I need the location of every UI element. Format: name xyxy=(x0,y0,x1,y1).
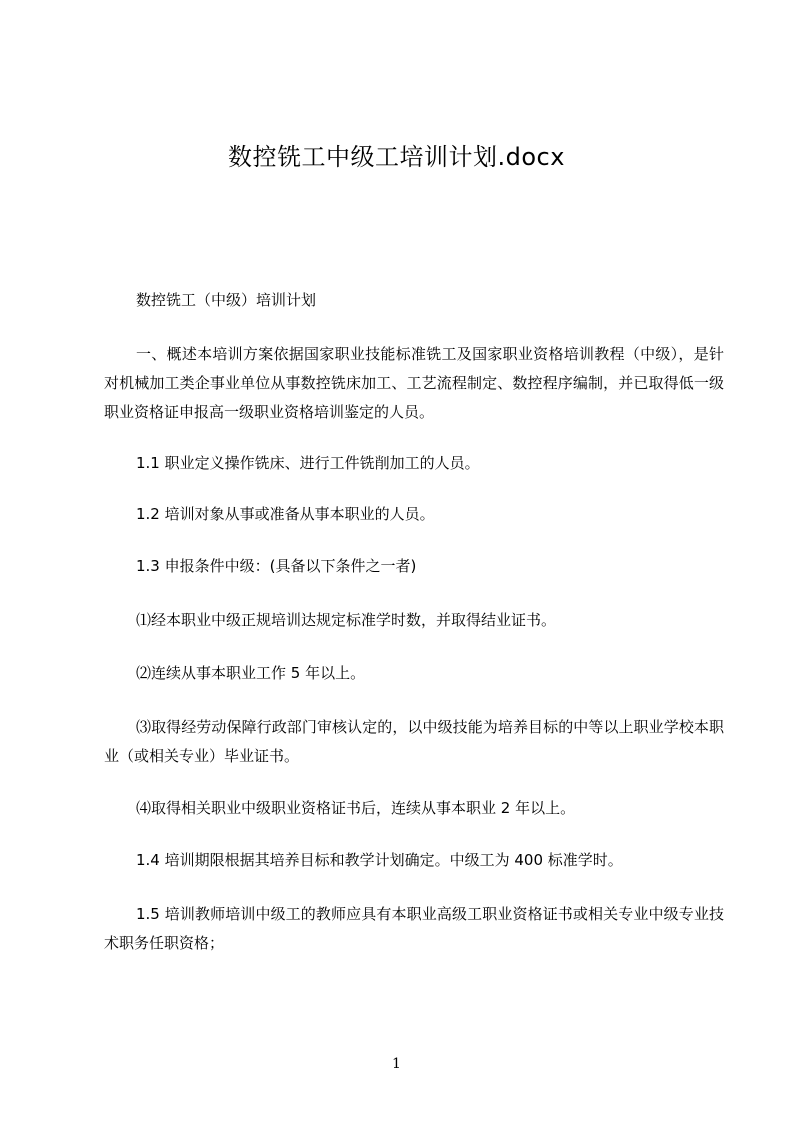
paragraph-condition-4: ⑷取得相关职业中级职业资格证书后，连续从事本职业 2 年以上。 xyxy=(136,799,576,817)
paragraph-overview: 一、概述本培训方案依据国家职业技能标准铣工及国家职业资格培训教程（中级），是针对机械加工类企事业单位从事数控铣床加工、工艺流程制定、数控程序编制，并已取得低一级职业资格证申报高一级职业资格培训鉴定的人员。 xyxy=(104,345,724,421)
paragraph-1-3: 1.3 申报条件中级：(具备以下条件之一者) xyxy=(136,557,417,575)
page-number: 1 xyxy=(392,1056,401,1072)
paragraph-condition-1: ⑴经本职业中级正规培训达规定标准学时数，并取得结业证书。 xyxy=(136,611,557,629)
paragraph-condition-2: ⑵连续从事本职业工作 5 年以上。 xyxy=(136,664,366,682)
paragraph-condition-3: ⑶取得经劳动保障行政部门审核认定的，以中级技能为培养目标的中等以上职业学校本职业（或相关专业）毕业证书。 xyxy=(104,718,724,765)
paragraph-1-2: 1.2 培训对象从事或准备从事本职业的人员。 xyxy=(136,505,435,523)
section-heading: 数控铣工（中级）培训计划 xyxy=(136,291,317,309)
paragraph-1-1: 1.1 职业定义操作铣床、进行工件铣削加工的人员。 xyxy=(136,454,480,472)
paragraph-1-4: 1.4 培训期限根据其培养目标和教学计划确定。中级工为 400 标准学时。 xyxy=(136,851,623,869)
paragraph-1-5: 1.5 培训教师培训中级工的教师应具有本职业高级工职业资格证书或相关专业中级专业技术职务任职资格； xyxy=(104,905,724,952)
document-title: 数控铣工中级工培训计划.docx xyxy=(228,143,565,171)
